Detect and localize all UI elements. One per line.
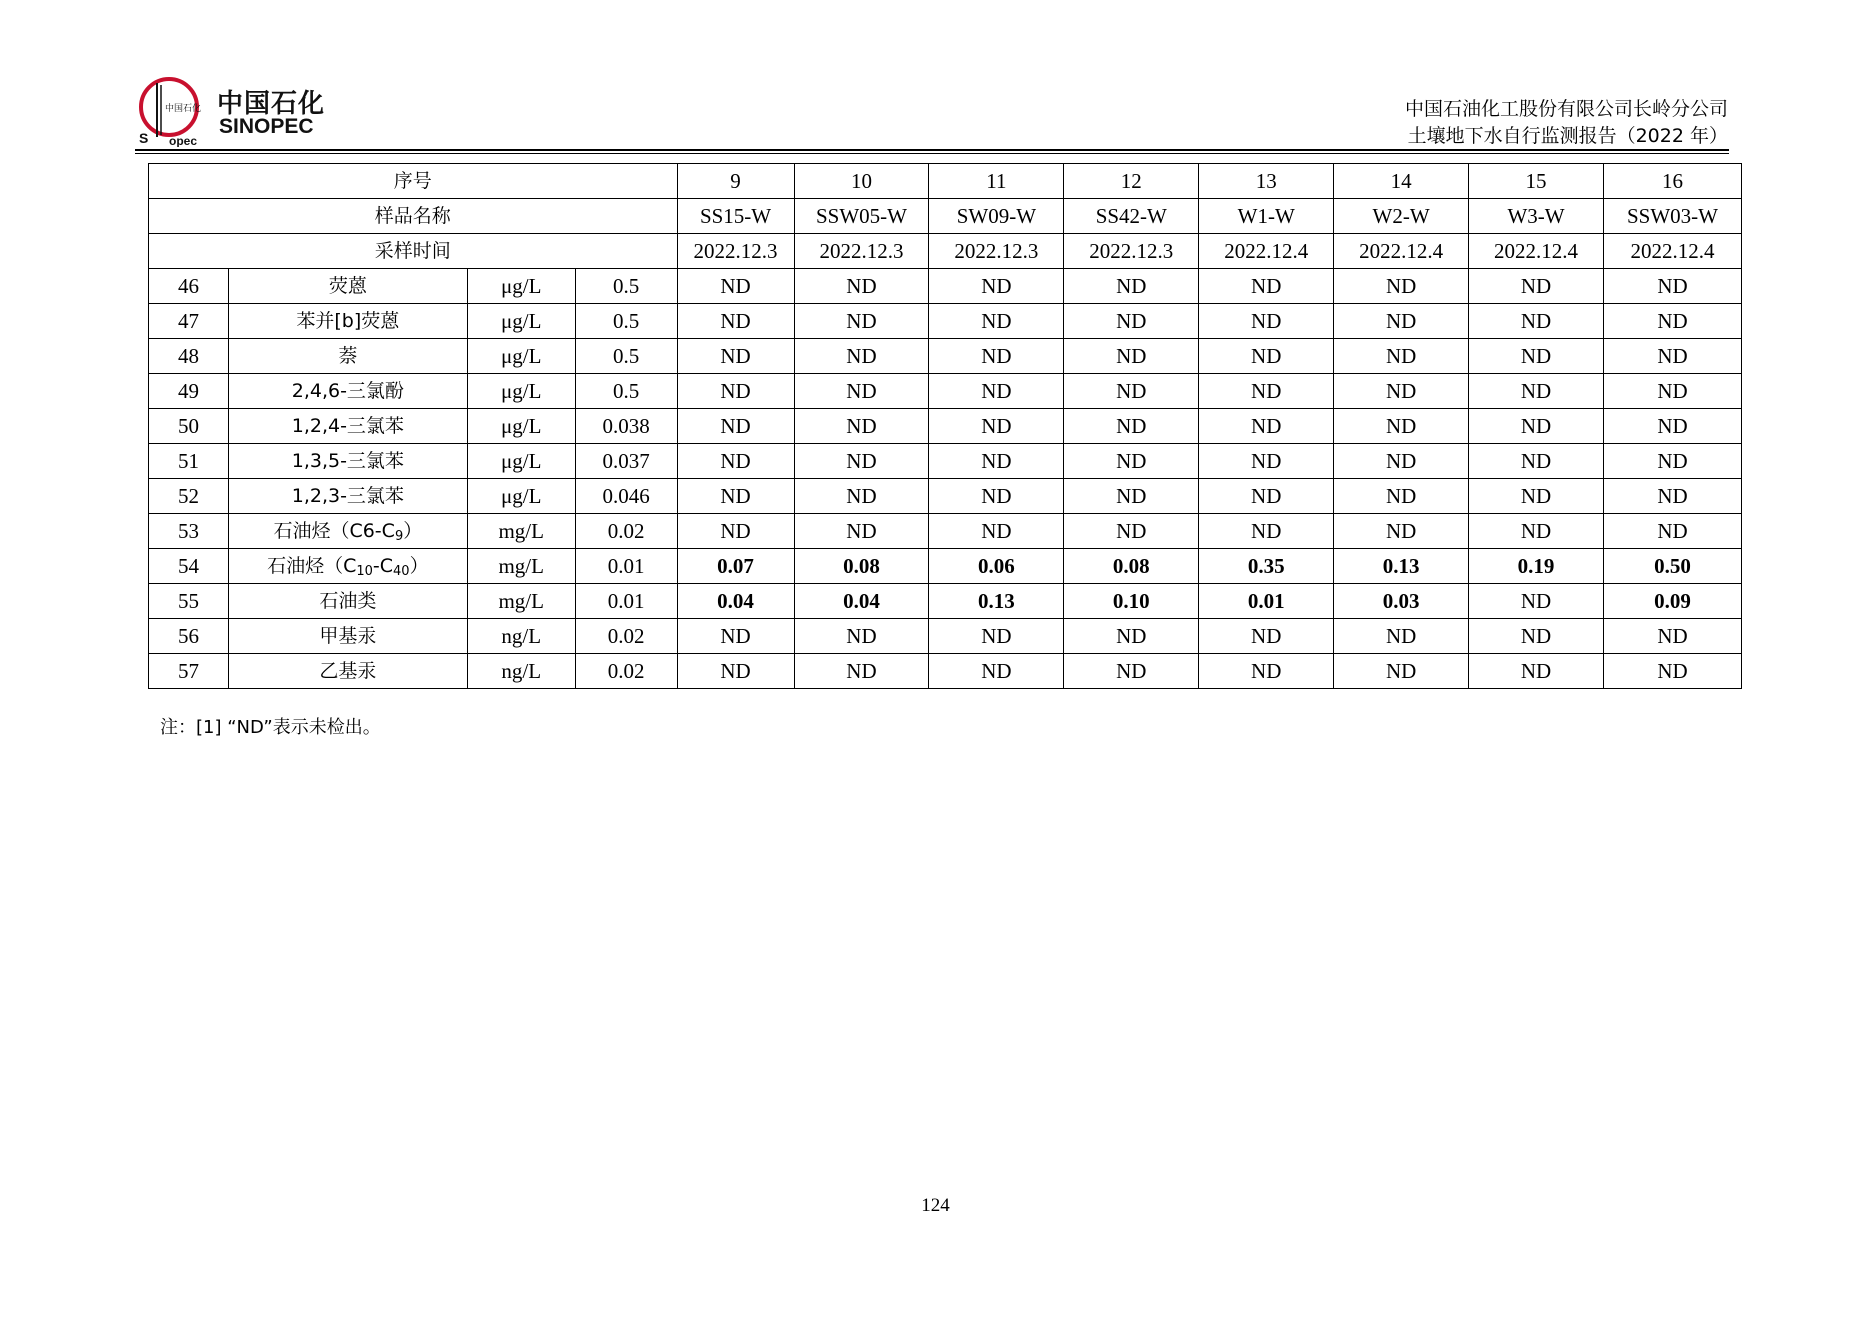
row-unit: μg/L (467, 374, 575, 409)
row-value-cell: ND (677, 479, 794, 514)
page-number: 124 (921, 1195, 950, 1216)
header-label-sample-time: 采样时间 (149, 234, 678, 269)
column-name-cell: SS15-W (677, 199, 794, 234)
row-value-cell: 0.03 (1334, 584, 1469, 619)
row-detection-limit: 0.5 (575, 269, 677, 304)
row-value-cell: ND (794, 409, 929, 444)
row-value-cell: 0.19 (1469, 549, 1604, 584)
row-value-cell: ND (1064, 409, 1199, 444)
header-label-seq: 序号 (149, 164, 678, 199)
table-row (149, 409, 1742, 444)
table-footnote: 注：[1] “ND”表示未检出。 (160, 717, 381, 738)
table-row (149, 269, 1742, 304)
row-value-cell: 0.35 (1199, 549, 1334, 584)
column-seq-cell: 13 (1199, 164, 1334, 199)
row-number: 55 (149, 584, 229, 619)
row-value-cell: 0.07 (677, 549, 794, 584)
row-value-cell: ND (1199, 374, 1334, 409)
row-item-name: 1,2,3-三氯苯 (228, 479, 467, 514)
column-date-cell: 2022.12.4 (1199, 234, 1334, 269)
table-row (149, 549, 1742, 584)
row-number: 52 (149, 479, 229, 514)
row-value-cell: ND (929, 444, 1064, 479)
column-seq-cell: 9 (677, 164, 794, 199)
sinopec-logo (135, 75, 335, 150)
row-value-cell: ND (1469, 619, 1604, 654)
row-value-cell: ND (794, 374, 929, 409)
row-value-cell: ND (677, 514, 794, 549)
row-value-cell: ND (794, 514, 929, 549)
row-value-cell: ND (1334, 409, 1469, 444)
row-value-cell: ND (794, 654, 929, 689)
row-value-cell: 0.50 (1603, 549, 1741, 584)
item-name-part: 40 (393, 564, 410, 579)
row-value-cell: ND (1334, 619, 1469, 654)
column-name-cell: SSW03-W (1603, 199, 1741, 234)
header-divider-thin (135, 153, 1729, 154)
row-detection-limit: 0.02 (575, 514, 677, 549)
header-row-sample-time (149, 234, 1742, 269)
row-value-cell: ND (794, 269, 929, 304)
row-value-cell: ND (677, 374, 794, 409)
row-value-cell: ND (1603, 409, 1741, 444)
row-item-name (228, 514, 467, 549)
column-date-cell: 2022.12.4 (1603, 234, 1741, 269)
item-name-part: 石油烃（C (267, 555, 357, 577)
table-row (149, 584, 1742, 619)
row-item-name: 石油类 (228, 584, 467, 619)
row-value-cell: ND (677, 444, 794, 479)
row-value-cell: ND (1064, 374, 1199, 409)
row-value-cell: ND (794, 304, 929, 339)
column-seq-cell: 11 (929, 164, 1064, 199)
row-value-cell: 0.01 (1199, 584, 1334, 619)
row-item-name: 苯并[b]荧蒽 (228, 304, 467, 339)
row-value-cell: ND (677, 304, 794, 339)
row-value-cell: ND (1334, 654, 1469, 689)
table-row (149, 444, 1742, 479)
logo-chinese-name: 中国石化 (217, 89, 326, 119)
row-value-cell: ND (1064, 269, 1199, 304)
item-name-part: 10 (356, 564, 373, 579)
row-value-cell: ND (1603, 514, 1741, 549)
row-detection-limit: 0.02 (575, 619, 677, 654)
row-number: 53 (149, 514, 229, 549)
row-value-cell: ND (929, 654, 1064, 689)
row-item-name (228, 549, 467, 584)
table-row (149, 374, 1742, 409)
row-item-name: 1,2,4-三氯苯 (228, 409, 467, 444)
row-value-cell: 0.08 (794, 549, 929, 584)
row-number: 57 (149, 654, 229, 689)
column-date-cell: 2022.12.3 (1064, 234, 1199, 269)
row-value-cell: ND (1199, 269, 1334, 304)
row-value-cell: ND (1603, 479, 1741, 514)
row-value-cell: ND (929, 619, 1064, 654)
row-value-cell: 0.04 (794, 584, 929, 619)
row-value-cell: ND (1334, 269, 1469, 304)
row-value-cell: ND (1064, 444, 1199, 479)
table-row (149, 514, 1742, 549)
row-item-name: 1,3,5-三氯苯 (228, 444, 467, 479)
row-detection-limit: 0.037 (575, 444, 677, 479)
row-value-cell: 0.06 (929, 549, 1064, 584)
row-value-cell: ND (1469, 339, 1604, 374)
row-unit: μg/L (467, 479, 575, 514)
column-seq-cell: 16 (1603, 164, 1741, 199)
row-value-cell: ND (794, 619, 929, 654)
row-value-cell: 0.13 (1334, 549, 1469, 584)
column-name-cell: W2-W (1334, 199, 1469, 234)
row-value-cell: ND (1603, 619, 1741, 654)
column-name-cell: SW09-W (929, 199, 1064, 234)
row-value-cell: ND (794, 444, 929, 479)
table-body (149, 164, 1742, 689)
column-name-cell: W3-W (1469, 199, 1604, 234)
row-item-name: 荧蒽 (228, 269, 467, 304)
item-name-part: ） (409, 555, 429, 577)
row-value-cell: 0.13 (929, 584, 1064, 619)
row-value-cell: ND (1199, 479, 1334, 514)
row-value-cell: ND (1064, 479, 1199, 514)
row-value-cell: ND (794, 479, 929, 514)
item-name-part: -C (372, 555, 394, 577)
row-detection-limit: 0.01 (575, 549, 677, 584)
row-value-cell: ND (1334, 479, 1469, 514)
column-date-cell: 2022.12.4 (1469, 234, 1604, 269)
column-seq-cell: 15 (1469, 164, 1604, 199)
row-value-cell: ND (1469, 374, 1604, 409)
row-value-cell: ND (929, 339, 1064, 374)
row-value-cell: ND (1199, 619, 1334, 654)
column-date-cell: 2022.12.4 (1334, 234, 1469, 269)
item-name-part: 9 (394, 529, 404, 544)
row-value-cell: ND (929, 304, 1064, 339)
table-row (149, 479, 1742, 514)
row-value-cell: ND (1334, 374, 1469, 409)
row-detection-limit: 0.038 (575, 409, 677, 444)
row-item-name: 萘 (228, 339, 467, 374)
row-value-cell: ND (1064, 619, 1199, 654)
row-value-cell: ND (929, 269, 1064, 304)
row-value-cell: ND (1064, 304, 1199, 339)
row-number: 50 (149, 409, 229, 444)
row-value-cell: ND (1603, 654, 1741, 689)
row-value-cell: ND (1469, 654, 1604, 689)
row-value-cell: 0.04 (677, 584, 794, 619)
column-seq-cell: 14 (1334, 164, 1469, 199)
row-value-cell: ND (1603, 339, 1741, 374)
row-value-cell: ND (1469, 269, 1604, 304)
row-value-cell: ND (1469, 514, 1604, 549)
row-value-cell: ND (677, 339, 794, 374)
header-divider (135, 149, 1729, 151)
header-report-title: 土壤地下水自行监测报告（2022 年） (1407, 125, 1728, 147)
logo-english-name: SINOPEC (219, 115, 314, 138)
item-name-part: ） (403, 520, 423, 542)
column-seq-cell: 10 (794, 164, 929, 199)
row-value-cell: ND (1334, 304, 1469, 339)
item-name-part: 石油烃（C6-C (273, 520, 395, 542)
header-company: 中国石油化工股份有限公司长岭分公司 (1404, 98, 1728, 120)
row-value-cell: ND (677, 619, 794, 654)
row-item-name: 2,4,6-三氯酚 (228, 374, 467, 409)
row-number: 56 (149, 619, 229, 654)
monitoring-results-table (148, 163, 1742, 689)
row-number: 47 (149, 304, 229, 339)
row-value-cell: ND (929, 514, 1064, 549)
row-detection-limit: 0.5 (575, 374, 677, 409)
row-value-cell: ND (1064, 514, 1199, 549)
row-value-cell: ND (929, 479, 1064, 514)
row-detection-limit: 0.01 (575, 584, 677, 619)
report-header (1405, 96, 1728, 150)
row-unit: mg/L (467, 514, 575, 549)
row-value-cell: ND (1603, 444, 1741, 479)
row-number: 51 (149, 444, 229, 479)
column-date-cell: 2022.12.3 (677, 234, 794, 269)
header-row-seq (149, 164, 1742, 199)
table-row (149, 654, 1742, 689)
row-unit: mg/L (467, 549, 575, 584)
row-value-cell: ND (794, 339, 929, 374)
column-name-cell: SSW05-W (794, 199, 929, 234)
row-unit: μg/L (467, 269, 575, 304)
row-unit: μg/L (467, 304, 575, 339)
header-label-sample-name: 样品名称 (149, 199, 678, 234)
row-value-cell: ND (1603, 304, 1741, 339)
row-value-cell: ND (1064, 339, 1199, 374)
row-number: 48 (149, 339, 229, 374)
table-row (149, 339, 1742, 374)
row-unit: mg/L (467, 584, 575, 619)
row-detection-limit: 0.02 (575, 654, 677, 689)
column-name-cell: SS42-W (1064, 199, 1199, 234)
row-value-cell: ND (1603, 269, 1741, 304)
row-value-cell: ND (929, 409, 1064, 444)
row-unit: μg/L (467, 339, 575, 374)
row-detection-limit: 0.046 (575, 479, 677, 514)
table-row (149, 619, 1742, 654)
row-value-cell: ND (1199, 514, 1334, 549)
row-value-cell: ND (1469, 584, 1604, 619)
row-value-cell: ND (1603, 374, 1741, 409)
row-value-cell: ND (1199, 444, 1334, 479)
row-value-cell: ND (1334, 444, 1469, 479)
svg-text:中国石化: 中国石化 (165, 104, 202, 114)
row-unit: ng/L (467, 619, 575, 654)
svg-text:S: S (139, 130, 149, 146)
row-value-cell: ND (677, 269, 794, 304)
row-unit: μg/L (467, 409, 575, 444)
row-number: 46 (149, 269, 229, 304)
column-date-cell: 2022.12.3 (794, 234, 929, 269)
row-value-cell: ND (1334, 339, 1469, 374)
row-value-cell: ND (1064, 654, 1199, 689)
row-value-cell: ND (1469, 304, 1604, 339)
row-value-cell: 0.10 (1064, 584, 1199, 619)
row-detection-limit: 0.5 (575, 304, 677, 339)
row-unit: μg/L (467, 444, 575, 479)
row-item-name: 乙基汞 (228, 654, 467, 689)
row-value-cell: ND (1469, 479, 1604, 514)
row-value-cell: ND (677, 409, 794, 444)
column-date-cell: 2022.12.3 (929, 234, 1064, 269)
row-value-cell: 0.08 (1064, 549, 1199, 584)
sinopec-emblem-icon (135, 75, 203, 147)
column-seq-cell: 12 (1064, 164, 1199, 199)
row-value-cell: ND (929, 374, 1064, 409)
header-row-sample-name (149, 199, 1742, 234)
svg-text:opec: opec (169, 134, 198, 147)
table-row (149, 304, 1742, 339)
row-detection-limit: 0.5 (575, 339, 677, 374)
row-number: 49 (149, 374, 229, 409)
row-value-cell: ND (1334, 514, 1469, 549)
row-value-cell: ND (1199, 304, 1334, 339)
row-value-cell: ND (1199, 339, 1334, 374)
row-value-cell: ND (1469, 444, 1604, 479)
row-value-cell: ND (1199, 409, 1334, 444)
row-value-cell: 0.09 (1603, 584, 1741, 619)
row-value-cell: ND (677, 654, 794, 689)
row-value-cell: ND (1199, 654, 1334, 689)
row-unit: ng/L (467, 654, 575, 689)
row-value-cell: ND (1469, 409, 1604, 444)
row-number: 54 (149, 549, 229, 584)
row-item-name: 甲基汞 (228, 619, 467, 654)
column-name-cell: W1-W (1199, 199, 1334, 234)
